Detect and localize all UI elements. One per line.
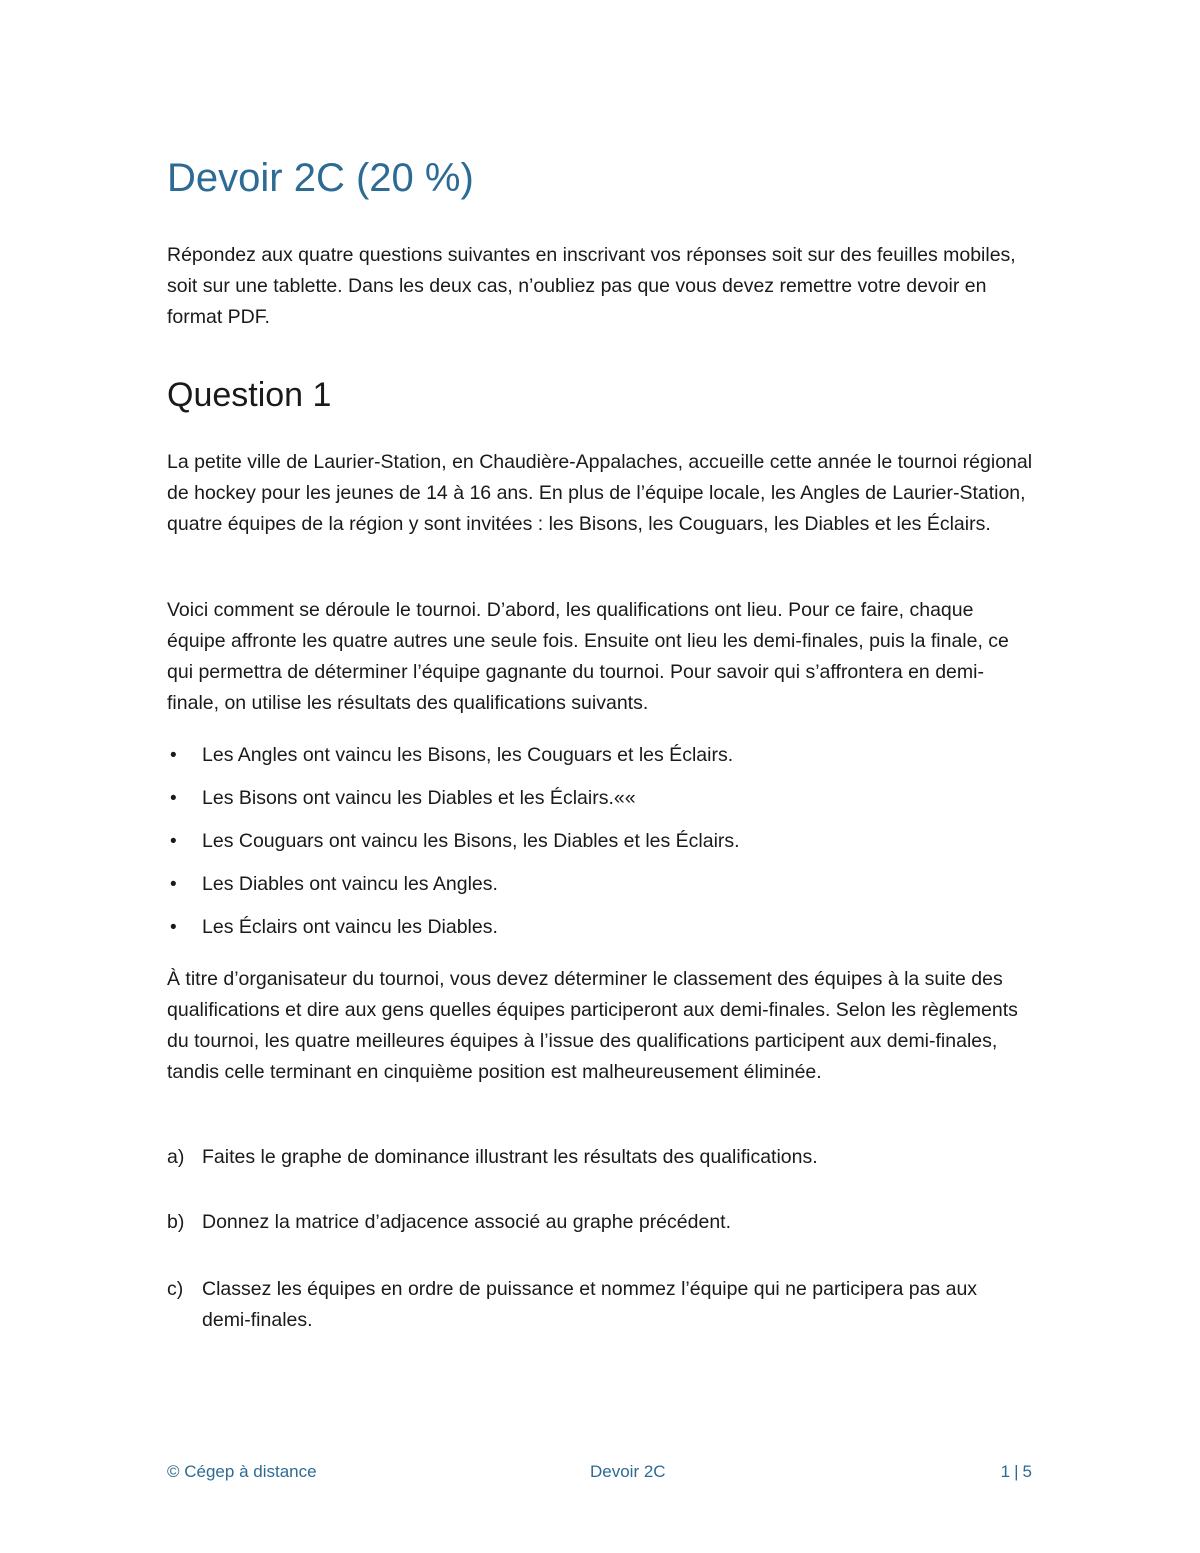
subquestion-c <box>167 1274 1035 1336</box>
bullet-icon: • <box>170 745 177 766</box>
result-text: Les Angles ont vaincu les Bisons, les Couguars et les Éclairs. <box>202 744 734 766</box>
page-total: 5 <box>1022 1462 1032 1481</box>
subquestion-label: a) <box>167 1146 185 1168</box>
result-text: Les Éclairs ont vaincu les Diables. <box>202 916 498 938</box>
subquestion-text: Classez les équipes en ordre de puissance et nommez l’équipe qui ne participera pas aux demi-finales. <box>202 1278 978 1331</box>
qualification-results-list <box>167 740 1035 955</box>
intro-paragraph: Répondez aux quatre questions suivantes en inscrivant vos réponses soit sur des feuilles mobiles, soit sur une tablette. Dans les deux cas, n’oubliez pas que vous devez remettre votre devoir en format PDF. <box>167 244 1016 328</box>
bullet-icon: • <box>170 788 177 809</box>
footer-page-number <box>1001 1458 1032 1486</box>
list-item <box>167 826 1035 869</box>
subquestion-text: Donnez la matrice d’adjacence associé au graphe précédent. <box>202 1211 731 1233</box>
question-1-instructions-paragraph: À titre d’organisateur du tournoi, vous devez déterminer le classement des équipes à la suite des qualifications et dire aux gens quelles équipes participeront aux demi-finales. Selon les règlements du tournoi, les quatre meilleures équipes à l’issue des qualifications participent aux demi-finales, tandis celle terminant en cinquième position est malheureusement éliminée. <box>167 968 1018 1083</box>
page-footer <box>167 1458 1035 1486</box>
subquestion-a <box>167 1142 1035 1173</box>
list-item <box>167 783 1035 826</box>
question-1-rules-paragraph: Voici comment se déroule le tournoi. D’abord, les qualifications ont lieu. Pour ce faire, chaque équipe affronte les quatre autres une seule fois. Ensuite ont lieu les demi-finales, puis la finale, ce qui permettra de déterminer l’équipe gagnante du tournoi. Pour savoir qui s’affrontera en demi-finale, on utilise les résultats des qualifications suivants. <box>167 599 1009 714</box>
page-title: Devoir 2C (20 %) <box>167 156 474 200</box>
list-item <box>167 869 1035 912</box>
list-item <box>167 912 1035 955</box>
result-text: Les Diables ont vaincu les Angles. <box>202 873 498 895</box>
list-item <box>167 740 1035 783</box>
footer-document-name: Devoir 2C <box>590 1462 666 1481</box>
page-current: 1 <box>1000 1462 1011 1481</box>
page-separator: | <box>1014 1462 1019 1481</box>
bullet-icon: • <box>170 874 177 895</box>
question-1-heading: Question 1 <box>167 376 332 414</box>
result-text: Les Couguars ont vaincu les Bisons, les Diables et les Éclairs. <box>202 830 740 852</box>
subquestion-text: Faites le graphe de dominance illustrant les résultats des qualifications. <box>202 1146 818 1168</box>
bullet-icon: • <box>170 831 177 852</box>
bullet-icon: • <box>170 917 177 938</box>
subquestion-b <box>167 1207 1035 1238</box>
subquestion-label: c) <box>167 1278 184 1300</box>
subquestion-label: b) <box>167 1211 185 1233</box>
result-text: Les Bisons ont vaincu les Diables et les Éclairs.«« <box>202 787 636 809</box>
question-1-context-paragraph: La petite ville de Laurier-Station, en Chaudière-Appalaches, accueille cette année le tournoi régional de hockey pour les jeunes de 14 à 16 ans. En plus de l’équipe locale, les Angles de Laurier-Station, quatre équipes de la région y sont invitées : les Bisons, les Couguars, les Diables et les Éclairs. <box>167 451 1033 535</box>
footer-copyright: © Cégep à distance <box>167 1462 317 1481</box>
